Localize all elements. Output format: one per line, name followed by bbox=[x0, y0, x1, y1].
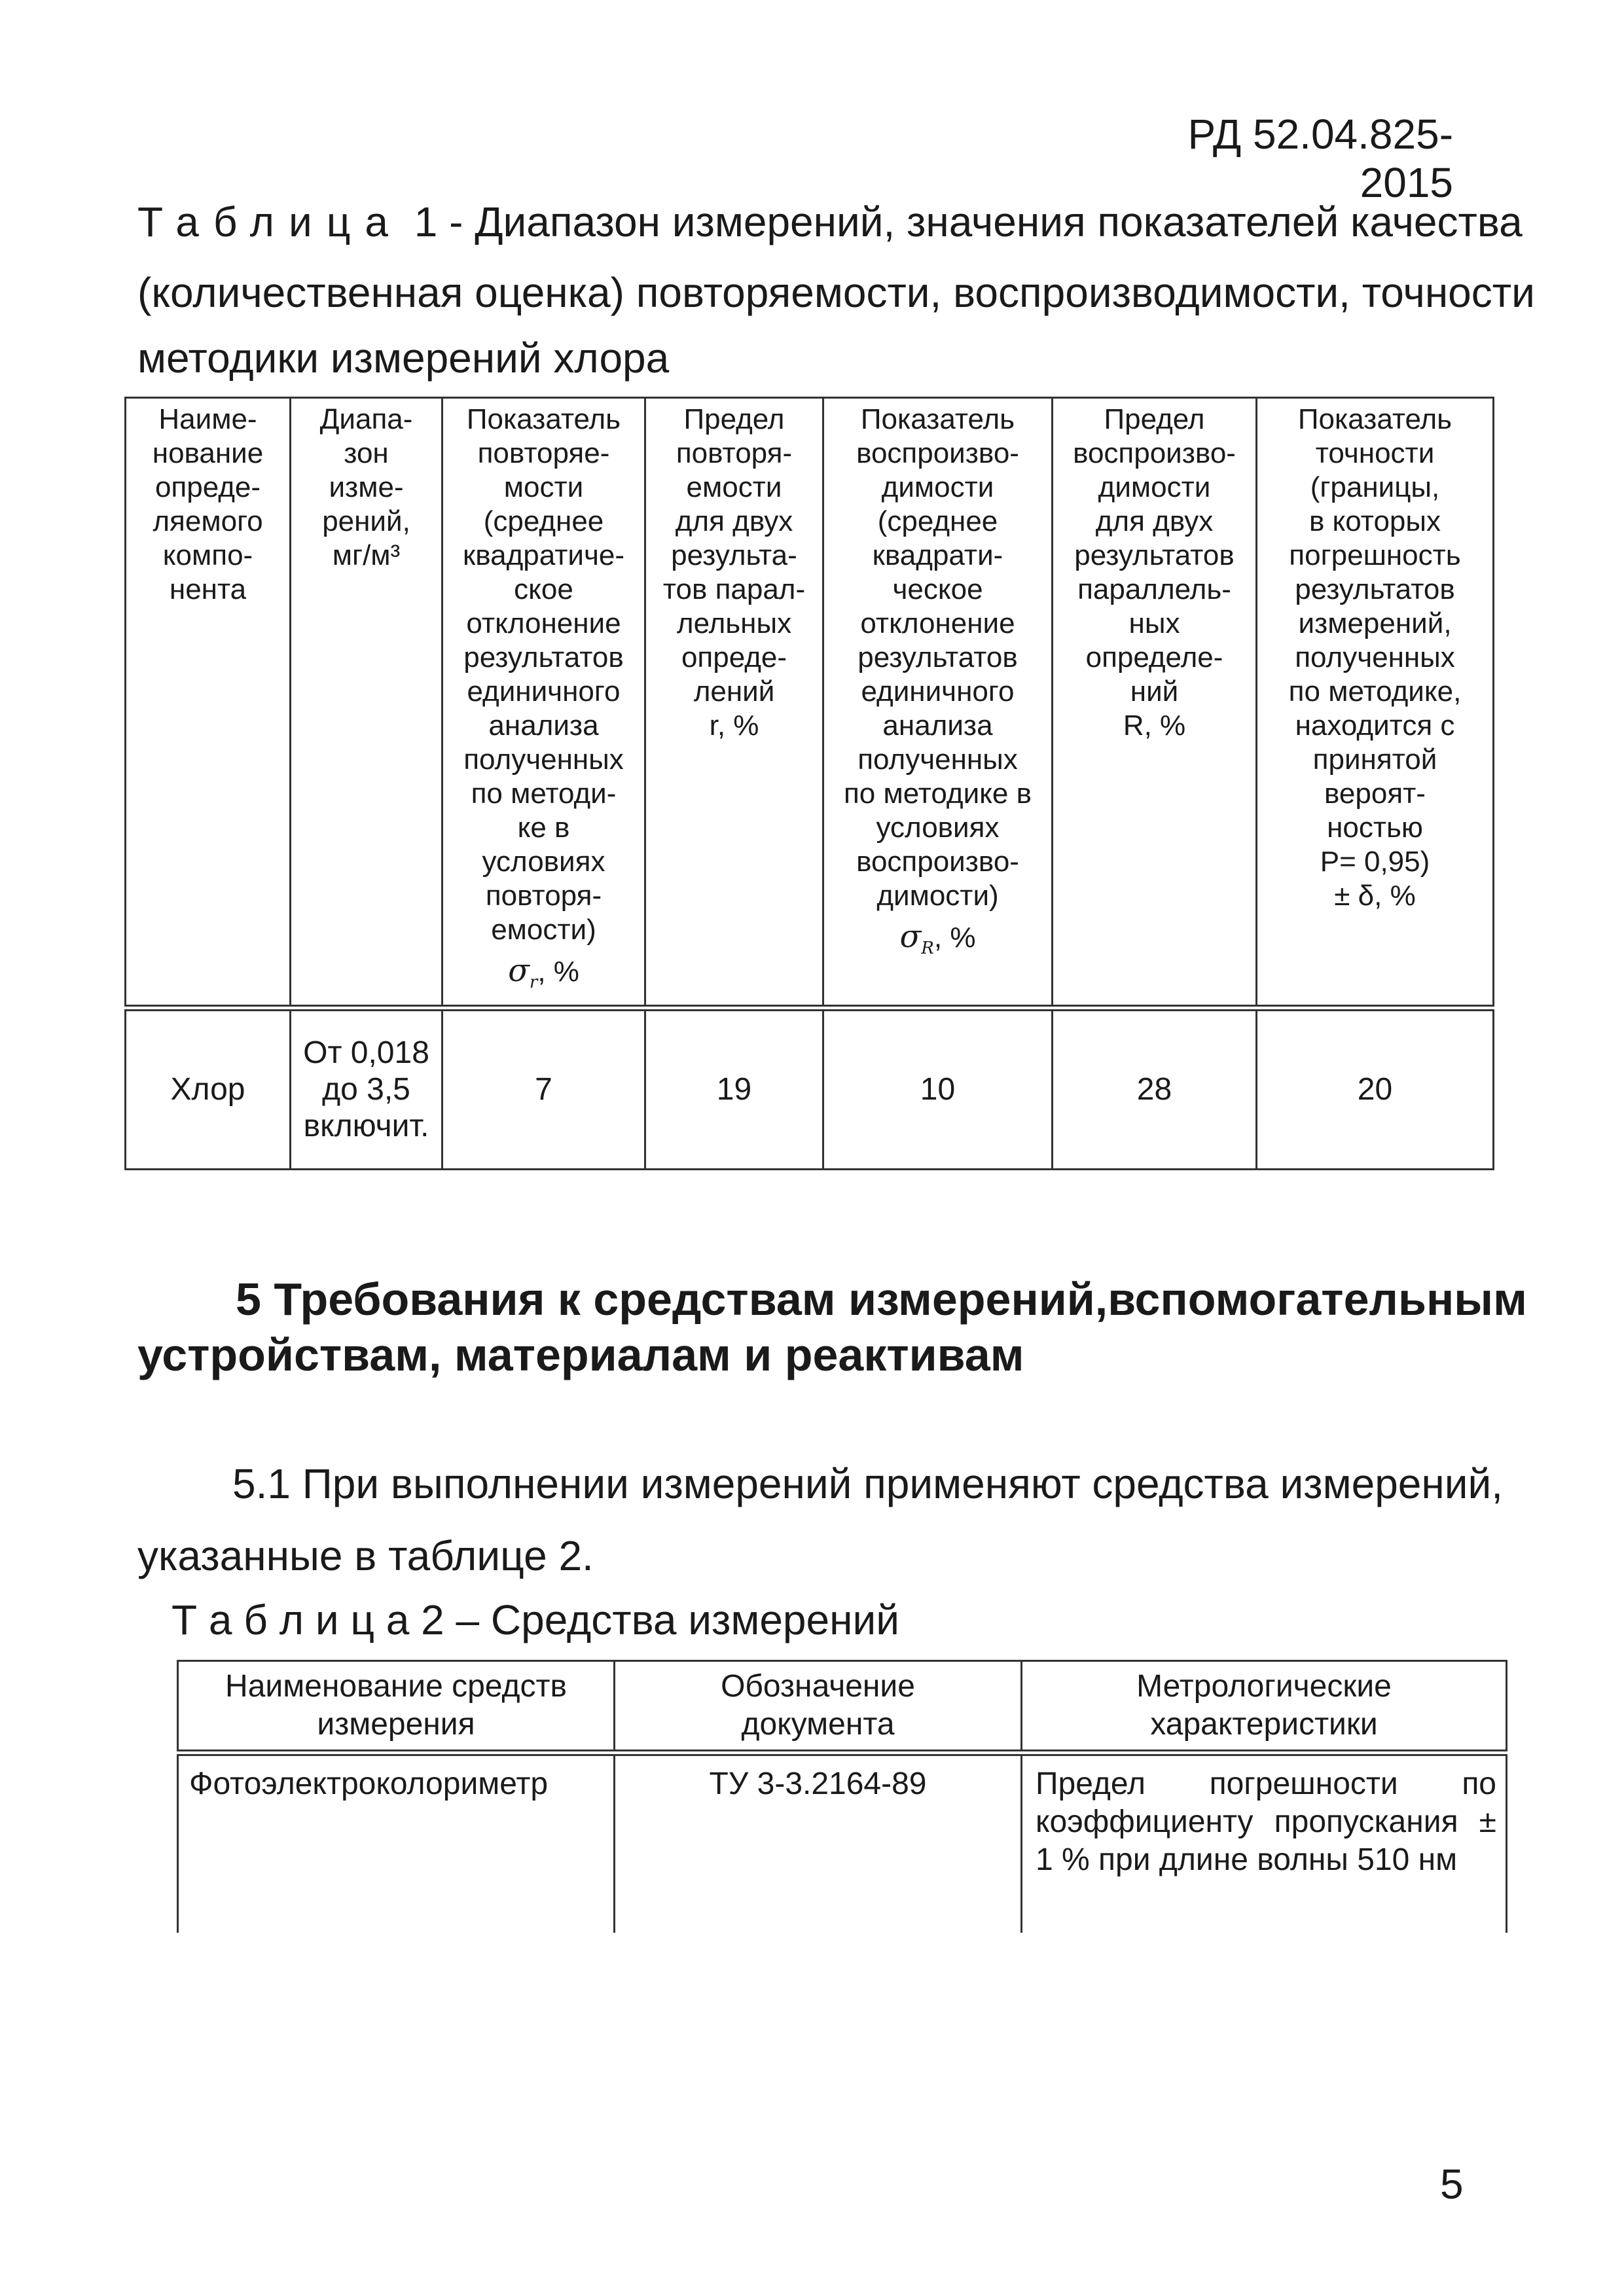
paragraph-5-1-line2: указанные в таблице 2. bbox=[137, 1532, 594, 1579]
section-5-title-line2: устройствам, материалам и реактивам bbox=[137, 1329, 1024, 1380]
table1 bbox=[124, 397, 1494, 1170]
table2-cell-name: Фотоэлектроколориметр bbox=[178, 1753, 615, 1933]
table2-header-row bbox=[178, 1661, 1507, 1753]
table1-caption-label: Таблица bbox=[137, 198, 403, 245]
table-row bbox=[178, 1753, 1507, 1933]
table1-cell-accuracy-index: 20 bbox=[1257, 1008, 1494, 1170]
table1-cell-component: Хлор bbox=[126, 1008, 291, 1170]
table1-caption-line2: (количественная оценка) повторяемости, воспроизводимости, точности bbox=[137, 269, 1535, 316]
table1-header-reproducibility-index bbox=[823, 398, 1053, 1009]
table1-caption-line1 bbox=[137, 198, 1523, 246]
table2-header-name: Наименование средств измерения bbox=[178, 1661, 615, 1753]
table1-header-repeatability-symbol: $\sigma_r$, % bbox=[508, 952, 579, 992]
table1-cell-repeatability-limit: 19 bbox=[645, 1008, 823, 1170]
table2-caption: Т а б л и ц а 2 – Средства измерений bbox=[171, 1596, 899, 1643]
paragraph-5-1-line1: 5.1 При выполнении измерений применяют средства измерений, bbox=[232, 1460, 1503, 1507]
table1-cell-reproducibility-limit: 28 bbox=[1053, 1008, 1257, 1170]
table1-header-reproducibility-symbol: $\sigma_R$, % bbox=[899, 918, 976, 958]
table1-header-row bbox=[126, 398, 1494, 1009]
table2-cell-characteristics: Предел погрешности по коэффициенту пропускания ± 1 % при длине волны 510 нм bbox=[1022, 1753, 1507, 1933]
table2 bbox=[177, 1660, 1507, 1933]
table1-header-reproducibility-limit: Предел воспроизво- димости для двух результатов параллель- ных определе- ний R, % bbox=[1053, 398, 1257, 1009]
document-code: РД 52.04.825-2015 bbox=[1187, 111, 1453, 206]
table1-header-reproducibility-text: Показатель воспроизво- димости (среднее квадрати- ческое отклонение результатов единичного анализа полученных по методике в условиях воспроизво- димости) bbox=[843, 403, 1032, 912]
table1-header-component: Наиме- нование опреде- ляемого компо- нента bbox=[126, 398, 291, 1009]
table1-caption-text: 1 - Диапазон измерений, значения показателей качества bbox=[414, 198, 1523, 245]
section-5-title-line1: 5 Требования к средствам измерений,вспомогательным bbox=[236, 1274, 1527, 1325]
table1-header-range: Диапа- зон изме- рений, мг/м³ bbox=[291, 398, 442, 1009]
table-row bbox=[126, 1008, 1494, 1170]
table1-cell-reproducibility-index: 10 bbox=[823, 1008, 1053, 1170]
table1-cell-range: От 0,018 до 3,5 включит. bbox=[291, 1008, 442, 1170]
table1-header-accuracy-index: Показатель точности (границы, в которых погрешность результатов измерений, полученных по методике, находится с принятой вероят- ностью P= 0,95) ± δ, % bbox=[1257, 398, 1494, 1009]
table2-cell-document: ТУ 3-3.2164-89 bbox=[615, 1753, 1022, 1933]
table1-cell-repeatability-index: 7 bbox=[442, 1008, 645, 1170]
table1-caption-line3: методики измерений хлора bbox=[137, 334, 670, 382]
table1-header-repeatability-index bbox=[442, 398, 645, 1009]
table2-header-characteristics: Метрологические характеристики bbox=[1022, 1661, 1507, 1753]
page-number: 5 bbox=[1440, 2161, 1464, 2208]
table1-header-repeatability-limit: Предел повторя- емости для двух результа- тов парал- лельных опреде- лений r, % bbox=[645, 398, 823, 1009]
table2-header-document: Обозначение документа bbox=[615, 1661, 1022, 1753]
table1-header-repeatability-text: Показатель повторяе- мости (среднее квадратиче- ское отклонение результатов единичного анализа полученных по методи- ке в условиях повторя- емости) bbox=[462, 403, 625, 946]
